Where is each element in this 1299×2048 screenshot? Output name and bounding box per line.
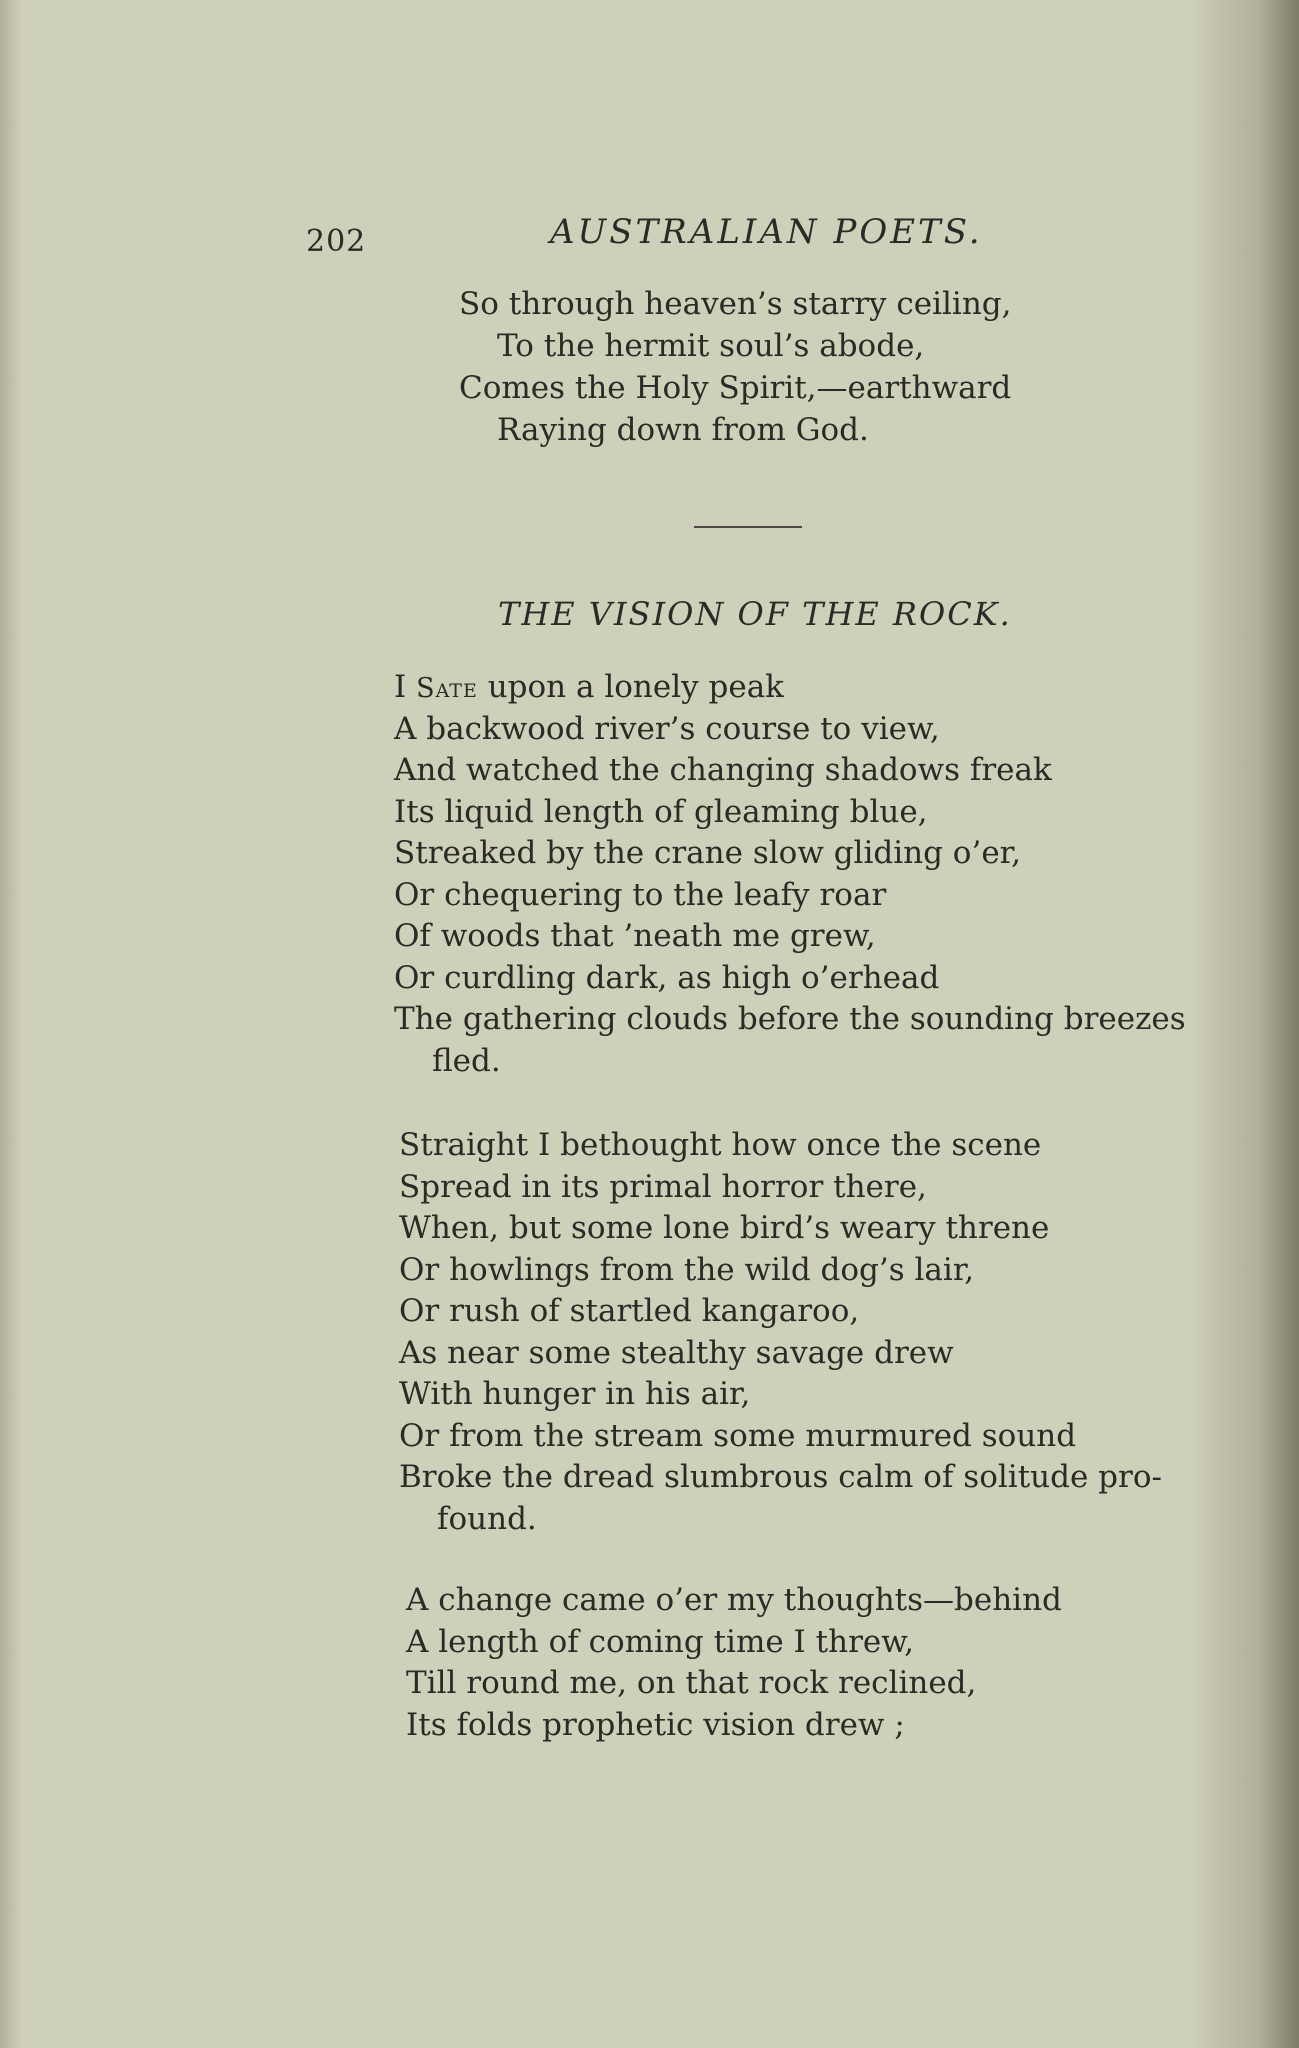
verse-line: Raying down from God. (497, 412, 869, 448)
verse-line: found. (437, 1500, 537, 1537)
verse-line: Broke the dread slumbrous calm of solitude pro- (399, 1459, 1162, 1495)
verse-line: Till round me, on that rock reclined, (406, 1665, 977, 1701)
verse-line: Its folds prophetic vision drew ; (406, 1706, 905, 1743)
stanza-2 (399, 1125, 1162, 1540)
running-title: AUSTRALIAN POETS. (550, 212, 983, 252)
verse-line: Comes the Holy Spirit,—earthward (459, 370, 1012, 406)
verse-line: Straight I bethought how once the scene (399, 1127, 1042, 1163)
verse-line: fled. (432, 1042, 501, 1079)
verse-line: The gathering clouds before the sounding breezes (394, 1001, 1186, 1037)
poem-title: THE VISION OF THE ROCK. (498, 595, 1012, 633)
verse-line: Or from the stream some murmured sound (399, 1417, 1077, 1454)
verse-line: Or howlings from the wild dog’s lair, (399, 1251, 975, 1288)
verse-line: And watched the changing shadows freak (394, 752, 1052, 788)
stanza-previous-poem-ending (459, 283, 1012, 451)
verse-line: So through heaven’s starry ceiling, (459, 286, 1012, 322)
stanza-3 (406, 1580, 1062, 1746)
section-divider (694, 526, 802, 528)
verse-line: To the hermit soul’s abode, (497, 328, 925, 364)
verse-line: A length of coming time I threw, (406, 1623, 914, 1660)
stanza-1 (394, 667, 1186, 1082)
verse-line: Spread in its primal horror there, (399, 1168, 927, 1205)
verse-line: Or curdling dark, as high o’erhead (394, 959, 940, 996)
verse-line: Or chequering to the leafy roar (394, 876, 887, 913)
verse-line: With hunger in his air, (399, 1376, 751, 1412)
verse-line: Streaked by the crane slow gliding o’er, (394, 835, 1021, 871)
first-line-text: upon a lonely peak (487, 669, 784, 705)
verse-line: Its liquid length of gleaming blue, (394, 793, 928, 830)
verse-line: A change came o’er my thoughts—behind (406, 1582, 1062, 1618)
verse-line: Of woods that ’neath me grew, (394, 918, 876, 954)
verse-line: As near some stealthy savage drew (399, 1334, 954, 1371)
verse-line: A backwood river’s course to view, (394, 710, 940, 747)
verse-line: When, but some lone bird’s weary threne (399, 1210, 1050, 1246)
verse-line: I Sate upon a lonely peak (394, 669, 784, 705)
small-caps-opening-word: Sate (416, 673, 478, 704)
verse-line: Or rush of startled kangaroo, (399, 1293, 860, 1329)
page-number: 202 (306, 224, 367, 259)
